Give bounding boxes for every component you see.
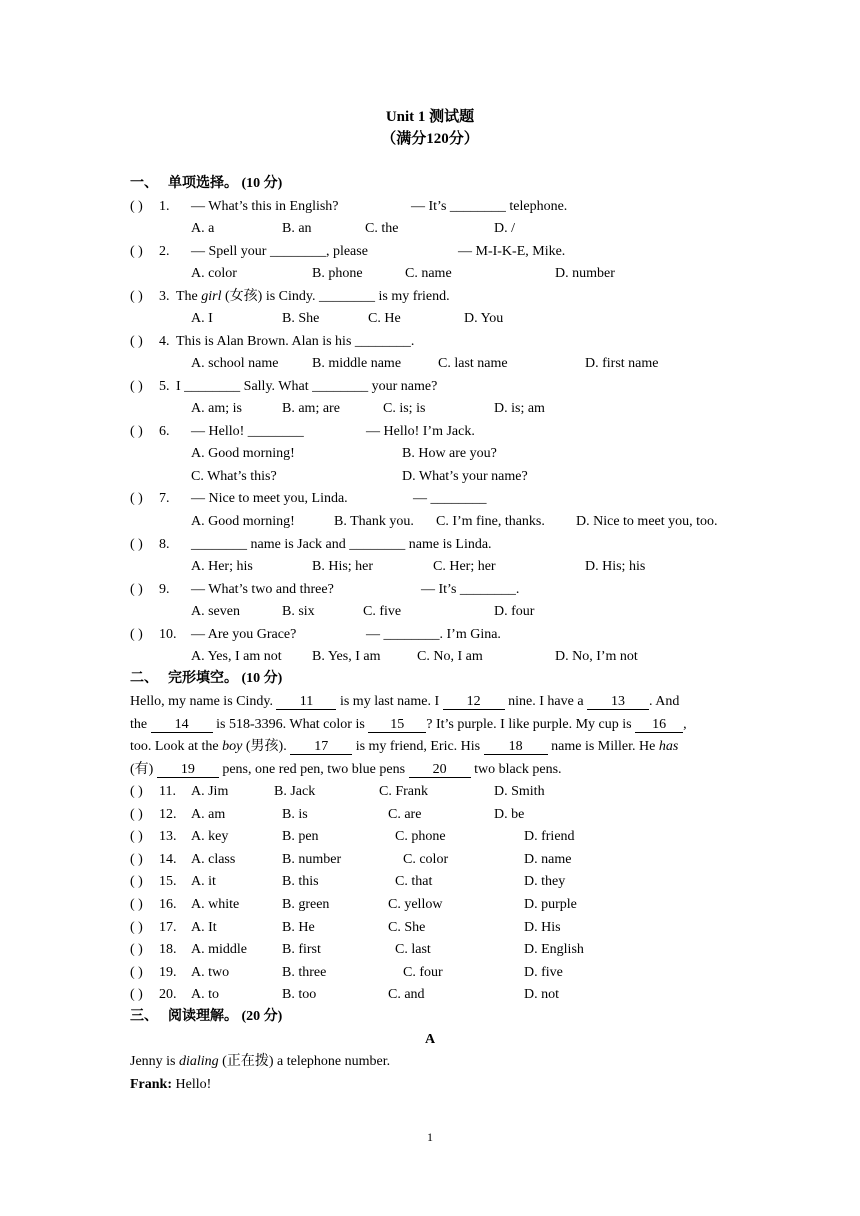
blank-17: 17 <box>290 739 352 755</box>
option: D. Nice to meet you, too. <box>576 514 718 529</box>
option: C. five <box>363 604 402 619</box>
option: A. white <box>191 897 240 912</box>
answer-bracket: ( ) <box>130 244 143 259</box>
option: D. His <box>524 919 561 935</box>
option: B. Jack <box>274 784 316 799</box>
option: D. be <box>494 806 525 822</box>
question-stem: The girl (女孩) is Cindy. ________ is my friend. <box>176 289 450 304</box>
question-response: — ________. I’m Gina. <box>366 627 501 642</box>
question-stem: — Spell your ________, please <box>191 244 368 259</box>
option: D. is; am <box>494 401 545 416</box>
question-number: 1. <box>159 199 170 214</box>
answer-bracket: ( ) <box>130 627 143 642</box>
option: C. the <box>365 221 399 236</box>
blank-12: 12 <box>443 694 505 710</box>
answer-bracket: ( ) <box>130 784 143 799</box>
cloze-passage-line-2: the 14 is 518-3396. What color is 15 ? It’s purple. I like purple. My cup is 16 , <box>130 717 687 732</box>
blank-14: 14 <box>151 717 213 733</box>
option: C. Frank <box>379 784 428 799</box>
option: C. is; is <box>383 401 426 416</box>
answer-bracket: ( ) <box>130 379 143 394</box>
option: D. No, I’m not <box>555 649 638 664</box>
option: C. She <box>388 919 426 935</box>
question-number: 15. <box>159 874 177 890</box>
option: D. not <box>524 987 559 1003</box>
section-2-heading: 二、 完形填空。 (10 分) <box>130 671 283 686</box>
answer-bracket: ( ) <box>130 806 143 822</box>
option: C. four <box>403 964 443 980</box>
question-stem: — What’s two and three? <box>191 582 334 597</box>
option: C. No, I am <box>417 649 483 664</box>
option: C. and <box>388 987 425 1003</box>
option: A. it <box>191 874 216 890</box>
option: B. She <box>282 311 320 326</box>
option: A. school name <box>191 356 279 371</box>
option: B. Yes, I am <box>312 649 381 664</box>
blank-20: 20 <box>409 762 471 778</box>
option: D. name <box>524 851 572 867</box>
option: A. am <box>191 806 226 822</box>
question-stem: I ________ Sally. What ________ your name? <box>176 379 438 394</box>
option: A. Her; his <box>191 559 253 574</box>
cloze-passage-line-4: (有) 19 pens, one red pen, two blue pens 20 two black pens. <box>130 762 562 777</box>
answer-bracket: ( ) <box>130 491 143 506</box>
option: C. name <box>405 266 452 281</box>
option: A. to <box>191 987 219 1003</box>
option: D. His; his <box>585 559 646 574</box>
answer-bracket: ( ) <box>130 199 143 214</box>
question-stem: — What’s this in English? <box>191 199 339 214</box>
question-stem: — Nice to meet you, Linda. <box>191 491 348 506</box>
option: C. are <box>388 806 422 822</box>
option: B. middle name <box>312 356 402 371</box>
speaker-name: Frank: <box>130 1077 172 1092</box>
option: A. It <box>191 919 217 935</box>
question-number: 9. <box>159 582 170 597</box>
option: A. a <box>191 221 215 236</box>
option: B. too <box>282 987 317 1003</box>
option: A. Good morning! <box>191 514 295 529</box>
option: A. Good morning! <box>191 446 295 461</box>
option: B. an <box>282 221 312 236</box>
question-number: 11. <box>159 784 176 799</box>
option: A. Yes, I am not <box>191 649 282 664</box>
question-number: 20. <box>159 987 177 1003</box>
question-number: 16. <box>159 897 177 912</box>
option: D. English <box>524 942 584 958</box>
option: B. number <box>282 851 342 867</box>
page-subtitle: （满分120分） <box>381 131 479 147</box>
section-3-heading: 三、 阅读理解。 (20 分) <box>130 1009 283 1024</box>
option: D. You <box>464 311 504 326</box>
option: B. first <box>282 942 321 958</box>
option: C. phone <box>395 829 446 845</box>
option: B. Thank you. <box>334 514 414 529</box>
question-number: 2. <box>159 244 170 259</box>
option: D. number <box>555 266 615 281</box>
option: D. What’s your name? <box>402 469 528 484</box>
option: A. I <box>191 311 213 326</box>
option: C. What’s this? <box>191 469 277 484</box>
option: B. three <box>282 964 327 980</box>
question-response: — ________ <box>413 491 487 506</box>
answer-bracket: ( ) <box>130 874 143 890</box>
option: B. phone <box>312 266 363 281</box>
question-number: 13. <box>159 829 177 845</box>
question-response: — M-I-K-E, Mike. <box>458 244 566 259</box>
blank-15: 15 <box>368 717 426 733</box>
question-stem: — Are you Grace? <box>191 627 297 642</box>
option: A. class <box>191 851 236 867</box>
answer-bracket: ( ) <box>130 829 143 845</box>
option: B. How are you? <box>402 446 497 461</box>
answer-bracket: ( ) <box>130 537 143 552</box>
section-1-heading: 一、 单项选择。 (10 分) <box>130 176 283 191</box>
option: D. friend <box>524 829 575 845</box>
question-number: 12. <box>159 806 177 822</box>
question-number: 17. <box>159 919 177 935</box>
option: B. this <box>282 874 319 890</box>
option: A. two <box>191 964 230 980</box>
option: C. last <box>395 942 431 958</box>
blank-18: 18 <box>484 739 548 755</box>
question-number: 10. <box>159 627 177 642</box>
answer-bracket: ( ) <box>130 942 143 958</box>
cloze-passage-line-3: too. Look at the boy (男孩). 17 is my friend, Eric. His 18 name is Miller. He has <box>130 739 679 754</box>
question-number: 6. <box>159 424 170 439</box>
question-number: 14. <box>159 851 177 867</box>
answer-bracket: ( ) <box>130 851 143 867</box>
cloze-passage-line-1: Hello, my name is Cindy. 11 is my last name. I 12 nine. I have a 13 . And <box>130 694 680 709</box>
question-number: 4. <box>159 334 170 349</box>
option: D. four <box>494 604 535 619</box>
option: D. first name <box>585 356 659 371</box>
question-number: 19. <box>159 964 177 980</box>
answer-bracket: ( ) <box>130 289 143 304</box>
question-number: 18. <box>159 942 177 958</box>
option: A. key <box>191 829 229 845</box>
option: C. color <box>403 851 449 867</box>
question-number: 5. <box>159 379 170 394</box>
blank-11: 11 <box>276 694 336 710</box>
blank-19: 19 <box>157 762 219 778</box>
option: D. five <box>524 964 563 980</box>
option: C. yellow <box>388 897 443 912</box>
option: C. last name <box>438 356 508 371</box>
question-response: — It’s ________ telephone. <box>411 199 568 214</box>
option: D. purple <box>524 897 577 912</box>
option: C. He <box>368 311 401 326</box>
option: D. they <box>524 874 566 890</box>
question-number: 7. <box>159 491 170 506</box>
dialogue-line: Frank: Hello! <box>130 1077 212 1092</box>
option: B. is <box>282 806 308 822</box>
answer-bracket: ( ) <box>130 919 143 935</box>
option: B. am; are <box>282 401 340 416</box>
question-number: 3. <box>159 289 170 304</box>
option: B. pen <box>282 829 319 845</box>
option: A. am; is <box>191 401 242 416</box>
option: B. green <box>282 897 330 912</box>
question-response: — It’s ________. <box>421 582 520 597</box>
reading-part-label: A <box>424 1032 436 1047</box>
option: C. Her; her <box>433 559 496 574</box>
option: A. seven <box>191 604 240 619</box>
option: A. Jim <box>191 784 229 799</box>
answer-bracket: ( ) <box>130 582 143 597</box>
question-stem: — Hello! ________ <box>191 424 304 439</box>
question-stem: ________ name is Jack and ________ name is Linda. <box>191 537 492 552</box>
option: B. six <box>282 604 315 619</box>
option: D. Smith <box>494 784 545 799</box>
blank-16: 16 <box>635 717 683 733</box>
answer-bracket: ( ) <box>130 964 143 980</box>
answer-bracket: ( ) <box>130 424 143 439</box>
option: C. that <box>395 874 433 890</box>
option: D. / <box>494 221 515 236</box>
answer-bracket: ( ) <box>130 987 143 1003</box>
answer-bracket: ( ) <box>130 334 143 349</box>
page-number: 1 <box>427 1130 433 1144</box>
option: C. I’m fine, thanks. <box>436 514 545 529</box>
question-response: — Hello! I’m Jack. <box>366 424 475 439</box>
option: B. He <box>282 919 315 935</box>
page-title: Unit 1 测试题 <box>385 109 475 125</box>
question-stem: This is Alan Brown. Alan is his ________. <box>176 334 415 349</box>
option: B. His; her <box>312 559 374 574</box>
question-number: 8. <box>159 537 170 552</box>
blank-13: 13 <box>587 694 649 710</box>
answer-bracket: ( ) <box>130 897 143 912</box>
reading-intro: Jenny is dialing (正在拨) a telephone number. <box>130 1054 391 1069</box>
option: A. middle <box>191 942 247 958</box>
option: A. color <box>191 266 237 281</box>
